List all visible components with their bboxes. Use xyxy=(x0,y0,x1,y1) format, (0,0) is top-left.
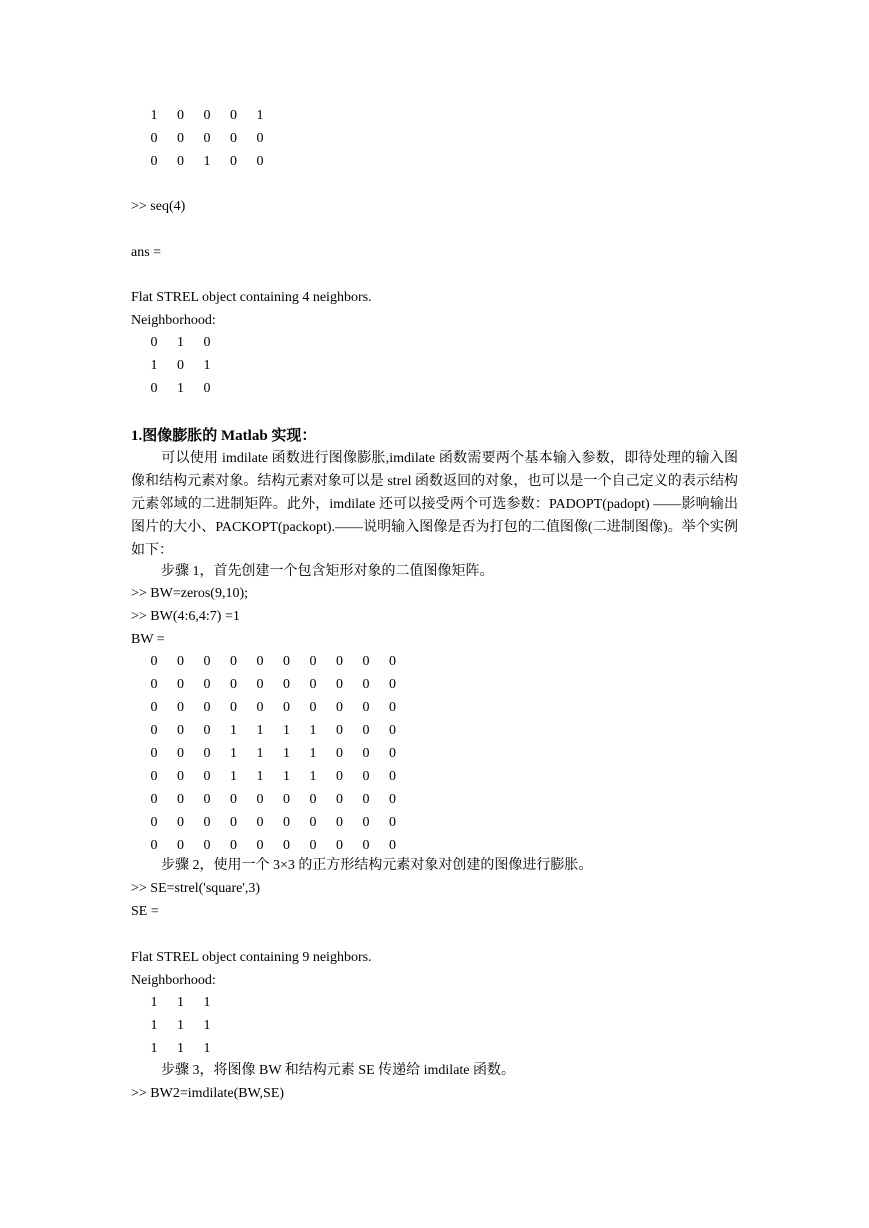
matrix-cell: 0 xyxy=(203,654,211,669)
matrix-cell: 1 xyxy=(150,1018,158,1033)
step1-text: 步骤 1，首先创建一个包含矩形对象的二值图像矩阵。 xyxy=(161,564,494,579)
matrix-cell: 0 xyxy=(283,654,290,669)
matrix-cell: 1 xyxy=(230,746,237,761)
matrix-cell: 0 xyxy=(150,769,158,784)
matrix-cell: 0 xyxy=(177,792,184,807)
matrix-cell: 1 xyxy=(203,1018,211,1033)
matrix-cell: 1 xyxy=(177,335,184,350)
matrix-cell: 1 xyxy=(283,746,290,761)
matrix-cell: 0 xyxy=(336,654,343,669)
matrix-cell: 0 xyxy=(177,838,184,853)
matrix-cell: 0 xyxy=(362,677,370,692)
matrix-cell: 0 xyxy=(256,131,264,146)
neighborhood-label: Neighborhood: xyxy=(131,313,216,328)
matrix-cell: 1 xyxy=(177,1018,184,1033)
matrix-cell: 0 xyxy=(389,677,396,692)
matrix-cell: 0 xyxy=(256,154,264,169)
matrix-cell: 0 xyxy=(389,700,396,715)
matrix-cell: 0 xyxy=(177,700,184,715)
matrix-cell: 0 xyxy=(230,108,237,123)
matrix-cell: 0 xyxy=(230,677,237,692)
matrix-cell: 0 xyxy=(283,838,290,853)
matrix-cell: 1 xyxy=(150,995,158,1010)
matrix-cell: 0 xyxy=(336,838,343,853)
matrix-cell: 0 xyxy=(389,654,396,669)
matrix-cell: 0 xyxy=(203,335,211,350)
matrix-cell: 0 xyxy=(230,838,237,853)
matrix-cell: 0 xyxy=(177,108,184,123)
matrix-cell: 0 xyxy=(150,792,158,807)
matrix-cell: 0 xyxy=(203,792,211,807)
matrix-cell: 0 xyxy=(309,700,317,715)
matrix-cell: 0 xyxy=(203,815,211,830)
matrix-cell: 1 xyxy=(150,358,158,373)
matrix-cell: 1 xyxy=(177,381,184,396)
matrix-cell: 0 xyxy=(336,746,343,761)
step3-text: 步骤 3，将图像 BW 和结构元素 SE 传递给 imdilate 函数。 xyxy=(161,1063,516,1078)
matrix-cell: 0 xyxy=(389,838,396,853)
matrix-cell: 0 xyxy=(283,815,290,830)
matrix-cell: 0 xyxy=(309,654,317,669)
intro-paragraph-text: 可以使用 imdilate 函数进行图像膨胀,imdilate 函数需要两个基本输入参数，即待处理的输入图像和结构元素对象。结构元素对象可以是 strel 函数返回的对象，也可以是一个自己定义的表示结构元素邻域的二进制矩阵。此外，imdilate 还可以接受两个可选参数：PADOPT(padopt) ——影响输出图片的大小、PACKOPT(packopt).——说明输入图像是否为打包的二值图像(二进制图像)。举个实例如下： xyxy=(131,451,738,558)
matrix-cell: 0 xyxy=(203,746,211,761)
matrix-cell: 0 xyxy=(336,769,343,784)
matrix-cell: 0 xyxy=(362,723,370,738)
matrix-cell: 1 xyxy=(203,995,211,1010)
strel9-description: Flat STREL object containing 9 neighbors. xyxy=(131,950,372,965)
matrix-cell: 1 xyxy=(256,723,264,738)
matrix-cell: 1 xyxy=(256,746,264,761)
matrix-cell: 1 xyxy=(177,1041,184,1056)
matrix-cell: 0 xyxy=(177,358,184,373)
matrix-cell: 1 xyxy=(203,154,211,169)
step2-text: 步骤 2，使用一个 3×3 的正方形结构元素对象对创建的图像进行膨胀。 xyxy=(161,858,593,873)
imdilate-command: >> BW2=imdilate(BW,SE) xyxy=(131,1086,285,1101)
bw-label: BW = xyxy=(131,632,165,647)
matrix-cell: 0 xyxy=(230,700,237,715)
matrix-cell: 0 xyxy=(389,723,396,738)
seq-command: >> seq(4) xyxy=(131,199,186,214)
matrix-cell: 0 xyxy=(177,154,184,169)
matrix-cell: 0 xyxy=(150,654,158,669)
matrix-cell: 0 xyxy=(150,381,158,396)
matrix-cell: 0 xyxy=(203,131,211,146)
matrix-cell: 1 xyxy=(256,108,264,123)
matrix-cell: 0 xyxy=(230,154,237,169)
matrix-cell: 0 xyxy=(230,654,237,669)
matrix-cell: 0 xyxy=(150,838,158,853)
matrix-cell: 0 xyxy=(203,700,211,715)
matrix-cell: 0 xyxy=(150,746,158,761)
matrix-cell: 0 xyxy=(256,815,264,830)
matrix-cell: 0 xyxy=(389,815,396,830)
matrix-cell: 0 xyxy=(230,792,237,807)
matrix-cell: 1 xyxy=(203,358,211,373)
matrix-cell: 0 xyxy=(362,838,370,853)
strel-command: >> SE=strel('square',3) xyxy=(131,881,261,896)
matrix-cell: 1 xyxy=(150,108,158,123)
matrix-cell: 0 xyxy=(203,769,211,784)
se-label: SE = xyxy=(131,904,159,919)
matrix-cell: 1 xyxy=(230,723,237,738)
matrix-cell: 0 xyxy=(230,131,237,146)
matrix-cell: 0 xyxy=(389,746,396,761)
matrix-cell: 0 xyxy=(150,335,158,350)
matrix-cell: 0 xyxy=(362,792,370,807)
matrix-cell: 0 xyxy=(362,700,370,715)
matrix-cell: 0 xyxy=(309,677,317,692)
matrix-cell: 0 xyxy=(283,677,290,692)
matrix-cell: 0 xyxy=(203,677,211,692)
matrix-cell: 0 xyxy=(177,723,184,738)
matrix-cell: 0 xyxy=(177,677,184,692)
matrix-cell: 0 xyxy=(150,131,158,146)
matrix-cell: 0 xyxy=(203,838,211,853)
matrix-cell: 0 xyxy=(177,131,184,146)
matrix-cell: 1 xyxy=(283,769,290,784)
matrix-cell: 0 xyxy=(362,746,370,761)
matrix-cell: 0 xyxy=(150,154,158,169)
matrix-cell: 1 xyxy=(283,723,290,738)
matrix-cell: 0 xyxy=(256,654,264,669)
matrix-cell: 0 xyxy=(203,723,211,738)
matrix-cell: 1 xyxy=(177,995,184,1010)
matrix-cell: 1 xyxy=(309,746,317,761)
matrix-cell: 0 xyxy=(362,654,370,669)
matrix-cell: 0 xyxy=(203,381,211,396)
assign-command: >> BW(4:6,4:7) =1 xyxy=(131,609,240,624)
matrix-cell: 0 xyxy=(283,792,290,807)
matrix-cell: 0 xyxy=(336,792,343,807)
matrix-cell: 0 xyxy=(362,769,370,784)
section-heading: 1.图像膨胀的 Matlab 实现： xyxy=(131,428,317,444)
neighborhood-label-2: Neighborhood: xyxy=(131,973,216,988)
matrix-cell: 0 xyxy=(309,792,317,807)
matrix-cell: 0 xyxy=(256,677,264,692)
matrix-cell: 0 xyxy=(336,700,343,715)
matrix-cell: 0 xyxy=(150,723,158,738)
matrix-cell: 0 xyxy=(309,838,317,853)
matrix-cell: 0 xyxy=(256,838,264,853)
matrix-cell: 0 xyxy=(336,815,343,830)
matrix-cell: 0 xyxy=(389,792,396,807)
matrix-cell: 0 xyxy=(177,769,184,784)
matrix-cell: 0 xyxy=(256,700,264,715)
matrix-cell: 0 xyxy=(336,723,343,738)
matrix-cell: 1 xyxy=(309,723,317,738)
matrix-cell: 0 xyxy=(256,792,264,807)
ans-label: ans = xyxy=(131,245,162,260)
strel4-description: Flat STREL object containing 4 neighbors. xyxy=(131,290,372,305)
matrix-cell: 0 xyxy=(283,700,290,715)
matrix-cell: 0 xyxy=(177,746,184,761)
intro-paragraph xyxy=(131,447,738,562)
matrix-cell: 0 xyxy=(177,815,184,830)
matrix-cell: 1 xyxy=(150,1041,158,1056)
matrix-cell: 0 xyxy=(230,815,237,830)
matrix-cell: 1 xyxy=(230,769,237,784)
matrix-cell: 1 xyxy=(203,1041,211,1056)
zeros-command: >> BW=zeros(9,10); xyxy=(131,586,248,601)
matrix-cell: 0 xyxy=(150,815,158,830)
matrix-cell: 1 xyxy=(256,769,264,784)
matrix-cell: 0 xyxy=(389,769,396,784)
matrix-cell: 0 xyxy=(177,654,184,669)
matrix-cell: 0 xyxy=(336,677,343,692)
matrix-cell: 0 xyxy=(150,700,158,715)
matrix-cell: 0 xyxy=(362,815,370,830)
matrix-cell: 0 xyxy=(203,108,211,123)
matrix-cell: 0 xyxy=(150,677,158,692)
matrix-cell: 1 xyxy=(309,769,317,784)
matrix-cell: 0 xyxy=(309,815,317,830)
